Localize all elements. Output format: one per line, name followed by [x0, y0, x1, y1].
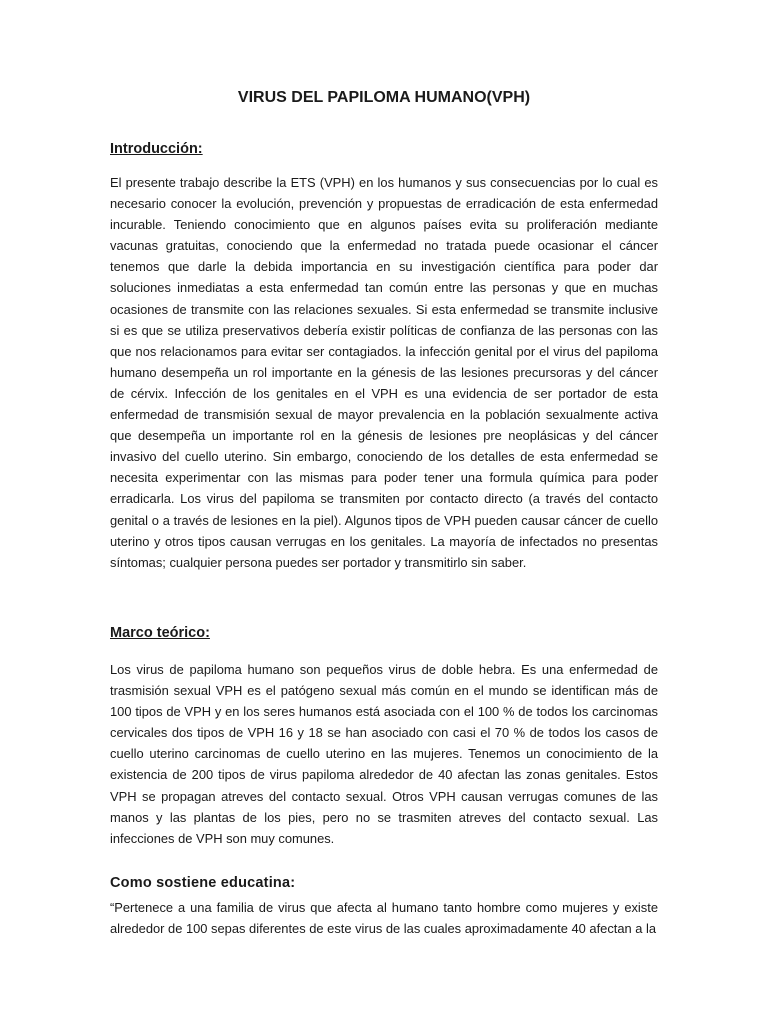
marco-teorico-heading: Marco teórico:: [110, 625, 210, 641]
document-title: VIRUS DEL PAPILOMA HUMANO(VPH): [237, 89, 531, 106]
marco-teorico-paragraph: Los virus de papiloma humano son pequeños virus de doble hebra. Es una enfermedad de trasmisión sexual VPH es el patógeno sexual más común en el mundo se identifican más de 100 tipos de VPH y en los seres humanos está asociada con el 100 % de todos los carcinomas cervicales dos tipos de VPH 16 y 18 se han asociado con casi el 70 % de todos los casos de cuello uterino carcinomas de cuello uterino en las mujeres. Tenemos un conocimiento de la existencia de 200 tipos de virus papiloma alrededor de 40 afectan las zonas genitales. Estos VPH se propagan atreves del contacto sexual. Otros VPH causan verrugas comunes de las manos y las plantas de los pies, pero no se trasmiten atreves del contacto sexual. Las infecciones de VPH son muy comunes.: [110, 662, 658, 846]
educatina-quote-paragraph: “Pertenece a una familia de virus que afecta al humano tanto hombre como mujeres y existe alrededor de 100 sepas diferentes de este virus de las cuales aproximadamente 40 afectan a la: [110, 900, 658, 937]
educatina-heading: Como sostiene educatina:: [110, 875, 296, 891]
introduccion-heading: Introducción:: [110, 141, 203, 157]
introduccion-paragraph: El presente trabajo describe la ETS (VPH) en los humanos y sus consecuencias por lo cual es necesario conocer la evolución, prevención y propuestas de erradicación de esta enfermedad incurable. Teniendo conocimiento que en algunos países evita su proliferación mediante vacunas gratuitas, conociendo que la enfermedad no tratada puede ocasionar el cáncer tenemos que darle la debida importancia en su investigación científica para poder dar soluciones inmediatas a esta enfermedad tan común entre las personas y que en muchas ocasiones de transmite con las relaciones sexuales. Si esta enfermedad se transmite inclusive si es que se utiliza preservativos debería existir políticas de confianza de las personas con las que nos relacionamos para evitar ser contagiados. la infección genital por el virus del papiloma humano desempeña un rol importante en la génesis de las lesiones precursoras y del cáncer de cérvix. Infección de los genitales en el VPH es una evidencia de ser portador de esta enfermedad de transmisión sexual de mayor prevalencia en la población sexualmente activa que desempeña un importante rol en la génesis de lesiones pre neoplásicas y del cáncer invasivo del cuello uterino. Sin embargo, conociendo de los detalles de esta enfermedad se necesita experimentar con las mismas para poder tener una formula química para poder erradicarla. Los virus del papiloma se transmiten por contacto directo (a través del contacto genital o a través de lesiones en la piel). Algunos tipos de VPH pueden causar cáncer de cuello uterino y otros tipos causan verrugas en los genitales. La mayoría de infectados no presentas síntomas; cualquier persona puedes ser portador y transmitirlo sin saber.: [110, 175, 658, 570]
